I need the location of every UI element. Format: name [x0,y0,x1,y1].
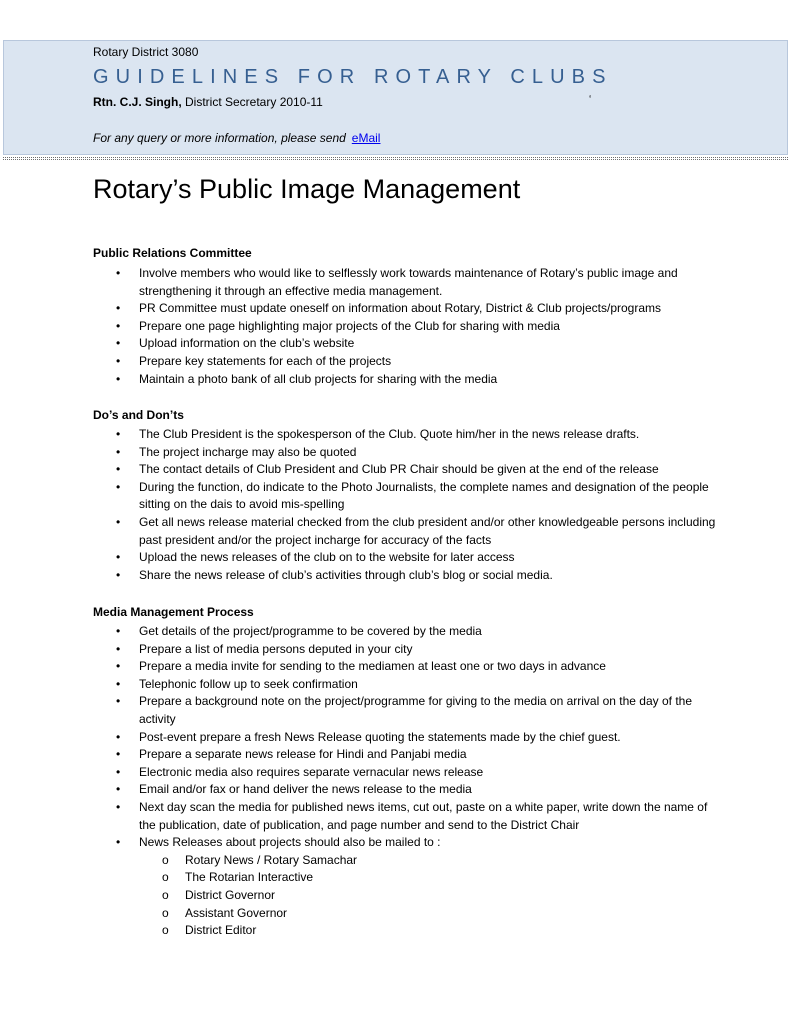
bullet-icon: • [116,479,121,494]
list-item: • Get all news release material checked from the club president and/or other knowledgeable persons including past president and/or the project incharge for accuracy of the facts [116,514,716,547]
email-link[interactable]: eMail [351,131,381,145]
mailing-sublist [0,852,719,940]
list-item: • Prepare a separate news release for Hindi and Panjabi media [0,746,719,764]
circle-bullet-icon: o [162,923,169,938]
district-label: Rotary District 3080 [93,45,199,59]
list-item: • News Releases about projects should also be mailed to : o Rotary News / Rotary Samachar o The Rotarian Interactive o District Governor o Assistant Governor o District Editor [0,834,719,940]
media-list [0,623,791,940]
section-heading-pr: Public Relations Committee [93,246,252,260]
bullet-icon: • [116,659,121,674]
sub-list-item: o Assistant Governor [0,905,685,923]
list-item: • Post-event prepare a fresh News Release quoting the statements made by the chief guest. [0,729,719,747]
bullet-icon: • [116,353,121,368]
sub-list-item: o District Governor [0,887,685,905]
bullet-icon: • [116,567,121,582]
header-divider [3,157,788,160]
bullet-icon: • [116,444,121,459]
bullet-icon: • [116,694,121,709]
bullet-icon: • [116,624,121,638]
sub-list-item: o District Editor [0,922,685,940]
list-item: • Prepare one page highlighting major projects of the Club for sharing with media [0,318,719,336]
bullet-icon: • [116,641,121,656]
list-item: • Upload information on the club’s website [0,335,719,353]
bullet-icon: • [116,729,121,744]
author-line [93,95,323,109]
list-item: • The project incharge may also be quoted [0,444,719,462]
circle-bullet-icon: o [162,905,169,920]
list-item: • Telephonic follow up to seek confirmation [0,676,719,694]
bullet-icon: • [116,799,121,814]
pr-list [0,265,791,388]
list-item: • During the function, do indicate to the Photo Journalists, the complete names and designation of the people sitting on the dais to avoid mis-spelling [116,479,709,512]
list-item: • Email and/or fax or hand deliver the news release to the media [0,781,719,799]
bullet-icon: • [116,764,121,779]
query-line [93,131,380,145]
bullet-icon: • [116,835,121,850]
bullet-icon: • [116,747,121,762]
sub-list-item: o Rotary News / Rotary Samachar [0,852,685,870]
bullet-icon: • [116,676,121,691]
bullet-icon: • [116,514,121,529]
list-item: • Prepare a media invite for sending to the mediamen at least one or two days in advance [0,658,719,676]
list-item: • The Club President is the spokesperson of the Club. Quote him/her in the news release drafts. [0,426,719,444]
circle-bullet-icon: o [162,852,169,867]
list-item: • Prepare key statements for each of the projects [0,353,719,371]
bullet-icon: • [116,318,121,333]
dos-list [0,426,791,584]
bullet-icon: • [116,371,121,386]
bullet-icon: • [116,462,121,477]
list-item: • Electronic media also requires separate vernacular news release [0,764,719,782]
bullet-icon: • [116,782,121,797]
circle-bullet-icon: o [162,887,169,902]
bullet-icon: • [116,550,121,565]
author-name: Rtn. C.J. Singh, [93,95,182,109]
document-title: GUIDELINES FOR ROTARY CLUBS [93,66,613,88]
list-item: • Prepare a background note on the project/programme for giving to the media on arrival on the day of the activity [116,694,692,726]
list-item: • Upload the news releases of the club on to the website for later access [0,549,719,567]
list-item: • Involve members who would like to selflessly work towards maintenance of Rotary’s public image and strengthening it through an effective media management. [116,266,678,298]
author-role: District Secretary 2010-11 [181,95,323,109]
tick-mark: ‘ [589,94,592,105]
bullet-icon: • [116,266,121,280]
list-item: • Share the news release of club’s activities through club’s blog or social media. [0,567,719,585]
list-item: • Maintain a photo bank of all club projects for sharing with the media [0,371,719,389]
section-heading-dos: Do’s and Don’ts [93,408,184,422]
bullet-icon: • [116,336,121,351]
bullet-icon: • [116,427,121,441]
list-item: • Next day scan the media for published news items, cut out, paste on a white paper, write down the name of the publication, date of publication, and page number and send to the District Chair [116,799,708,832]
section-heading-media: Media Management Process [93,605,254,619]
list-item: • Prepare a list of media persons deputed in your city [0,641,719,659]
bullet-icon: • [116,301,121,316]
list-item: • The contact details of Club President and Club PR Chair should be given at the end of the release [0,461,719,479]
page-title: Rotary’s Public Image Management [93,174,521,204]
sub-list-item: o The Rotarian Interactive [0,869,685,887]
query-text: For any query or more information, please send [93,131,346,145]
list-item: • Get details of the project/programme to be covered by the media [0,623,719,641]
list-item: • PR Committee must update oneself on information about Rotary, District & Club projects/programs [0,300,719,318]
circle-bullet-icon: o [162,870,169,885]
